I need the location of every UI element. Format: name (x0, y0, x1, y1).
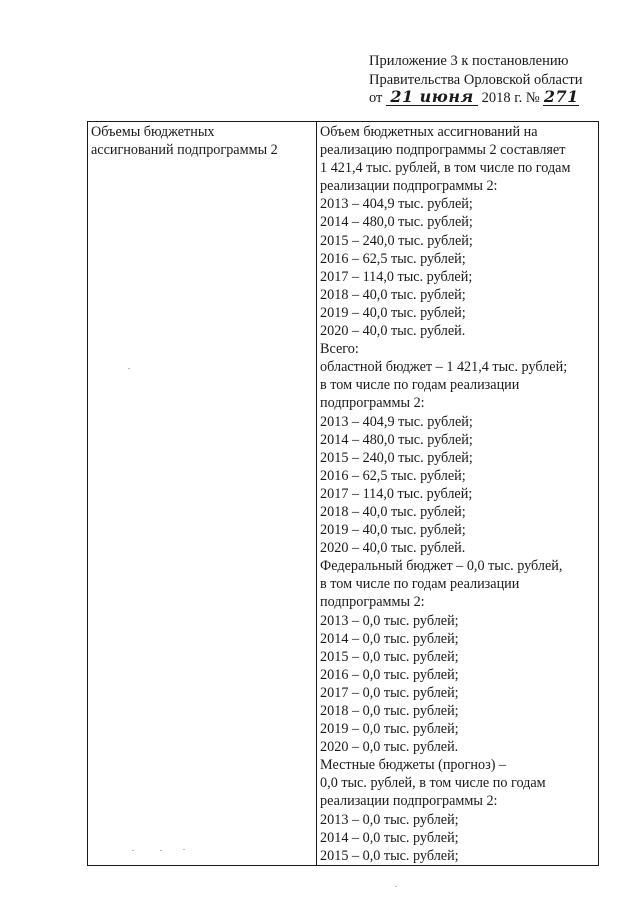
left-cell-line: Объемы бюджетных (91, 124, 215, 140)
right-cell-line: областной бюджет – 1 421,4 тыс. рублей; (320, 359, 568, 376)
right-cell-line: 2020 – 40,0 тыс. рублей. (320, 540, 466, 557)
right-cell-line: 2014 – 0,0 тыс. рублей; (320, 829, 459, 846)
right-cell-line: 2014 – 480,0 тыс. рублей; (320, 431, 473, 448)
right-cell-line: 2019 – 0,0 тыс. рублей; (320, 721, 459, 738)
right-cell-line: 2017 – 0,0 тыс. рублей; (320, 684, 459, 701)
right-cell-line: 2013 – 404,9 тыс. рублей; (320, 196, 473, 213)
header-date-line (369, 89, 629, 108)
right-cell-line: 2015 – 240,0 тыс. рублей; (320, 449, 473, 466)
scan-speck (128, 368, 130, 369)
handwritten-number: 271 (543, 87, 579, 106)
handwritten-date: 21 июня (390, 87, 474, 106)
header-line-2: Правительства Орловской области (369, 71, 583, 88)
right-cell-line: в том числе по годам реализации (320, 576, 520, 593)
right-cell-line: реализации подпрограммы 2: (320, 178, 498, 195)
right-cell-line: реализации подпрограммы 2: (320, 793, 498, 810)
right-cell-line: 2016 – 0,0 тыс. рублей; (320, 666, 459, 683)
right-cell-line: 1 421,4 тыс. рублей, в том числе по годам (320, 160, 571, 177)
right-cell-line: подпрограммы 2: (320, 594, 425, 611)
document-header (369, 52, 629, 108)
right-cell-line: 2019 – 40,0 тыс. рублей; (320, 522, 466, 539)
year-text: 2018 г. № (481, 90, 540, 106)
right-cell (317, 122, 599, 866)
right-cell-line: 2016 – 62,5 тыс. рублей; (320, 467, 466, 484)
right-cell-line: 2017 – 114,0 тыс. рублей; (320, 268, 473, 285)
scan-speck (132, 850, 134, 851)
left-cell-text (91, 123, 313, 159)
left-cell-line: ассигнований подпрограммы 2 (91, 142, 278, 159)
right-cell-line: 0,0 тыс. рублей, в том числе по годам (320, 775, 546, 792)
date-field (386, 87, 478, 106)
budget-table (87, 121, 599, 866)
right-cell-line: 2015 – 240,0 тыс. рублей; (320, 232, 473, 249)
right-cell-line: 2016 – 62,5 тыс. рублей; (320, 250, 466, 267)
scan-speck (183, 849, 185, 850)
right-cell-line: 2014 – 0,0 тыс. рублей; (320, 630, 459, 647)
right-cell-line: подпрограммы 2: (320, 395, 425, 412)
number-field (543, 87, 579, 106)
right-cell-line: 2013 – 0,0 тыс. рублей; (320, 612, 459, 629)
right-cell-line: 2013 – 404,9 тыс. рублей; (320, 413, 473, 430)
right-cell-line: 2019 – 40,0 тыс. рублей; (320, 304, 466, 321)
table-row (88, 122, 599, 866)
scan-speck (395, 886, 397, 887)
right-cell-line: 2018 – 40,0 тыс. рублей; (320, 286, 466, 303)
right-cell-line: реализацию подпрограммы 2 составляет (320, 142, 566, 159)
date-prefix: от (369, 90, 383, 106)
right-cell-line: Всего: (320, 341, 359, 358)
right-cell-line: 2020 – 40,0 тыс. рублей. (320, 323, 466, 340)
right-cell-line: 2015 – 0,0 тыс. рублей; (320, 847, 459, 864)
header-line-1: Приложение 3 к постановлению (369, 53, 569, 69)
right-cell-line: 2015 – 0,0 тыс. рублей; (320, 648, 459, 665)
right-cell-line: 2017 – 114,0 тыс. рублей; (320, 485, 473, 502)
right-cell-line: Местные бюджеты (прогноз) – (320, 757, 507, 774)
scan-speck (160, 850, 162, 851)
left-cell (88, 122, 317, 866)
right-cell-line: Федеральный бюджет – 0,0 тыс. рублей, (320, 558, 563, 575)
right-cell-line: 2014 – 480,0 тыс. рублей; (320, 214, 473, 231)
right-cell-line: 2013 – 0,0 тыс. рублей; (320, 811, 459, 828)
right-cell-line: 2020 – 0,0 тыс. рублей. (320, 739, 459, 756)
right-cell-text (320, 123, 595, 865)
right-cell-line: 2018 – 40,0 тыс. рублей; (320, 503, 466, 520)
right-cell-line: в том числе по годам реализации (320, 377, 520, 394)
right-cell-line: 2018 – 0,0 тыс. рублей; (320, 703, 459, 719)
right-cell-line: Объем бюджетных ассигнований на (320, 124, 538, 140)
